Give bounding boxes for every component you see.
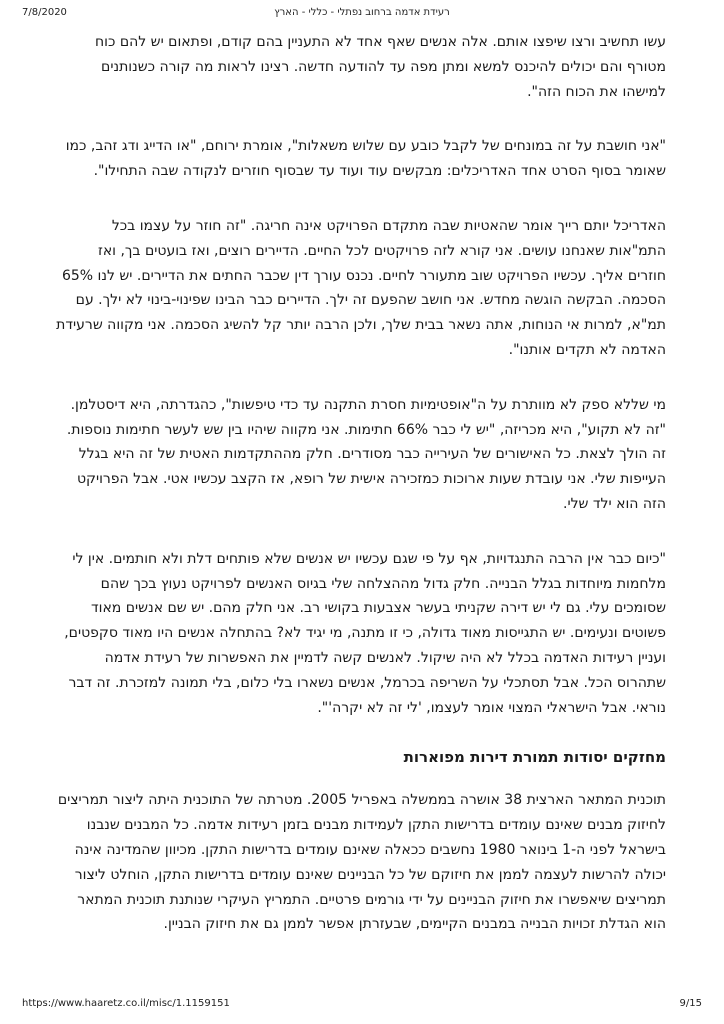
article-body <box>56 30 666 967</box>
print-footer <box>22 998 702 1014</box>
print-title: רעידת אדמה ברחוב נפתלי - כללי - הארץ <box>274 7 450 18</box>
section-heading: מחזקים יסודות תמורת דירות מפוארות <box>403 748 666 767</box>
print-date: 7/8/2020 <box>22 7 67 18</box>
page-url-link[interactable]: https://www.haaretz.co.il/misc/1.1159151 <box>22 998 230 1009</box>
article-paragraph: "כיום כבר אין הרבה התנגדויות, אף על פי שגם עכשיו יש אנשים שלא פותחים דלת ולא חותמים. אין לי מלחמות מיוחדות בגלל הבנייה. חלק גדול מההצלחה שלי בגיוס האנשים לפרויקט נעוץ בכך שהם שסומכים עלי. גם לי יש דירה שקניתי בעשר אצבעות בקושי רב. אני חלק מהם. יש שם אנשים מאוד פשוטים ונעימים. יש התגייסות מאוד גדולה, כי זו מתנה, מי יגיד לא? בהתחלה אנשים היו מאוד סקפטים, ועניין רעידות האדמה בכלל לא היה שיקול. לאנשים קשה לדמיין את האפשרות של רעידת אדמה שתהרוס הכל. אבל תסתכלי על השריפה בכרמל, אנשים נשארו בלי כלום, בלי תמונה למזכרת. זה דבר נוראי. אבל הישראלי המצוי אומר לעצמו, 'לי זה לא יקרה'". <box>64 550 666 716</box>
page-number: 9/15 <box>679 998 702 1009</box>
article-paragraph: מי שללא ספק לא מוותרת על ה"אופטימיות חסרת התקנה עד כדי טיפשות", כהגדרתה, היא דיסטלמן. "זה לא תקוע", היא מכריזה, "יש לי כבר 66% חתימות. אני מקווה שיהיו בין שש לעשר חתימות נוספות. זה הולך לצאת. כל האישורים של העירייה כבר מסודרים. חלק מההתקדמות האטית של זה היא בגלל העייפות שלי. אני עובדת שעות ארוכות כמזכירה אישית של רופא, אז הקצב עכשיו אטי. אבל הפרויקט הזה הוא ילד שלי. <box>66 396 666 512</box>
article-paragraph: האדריכל יותם רייך אומר שהאטיות שבה מתקדם הפרויקט אינה חריגה. "זה חוזר על עצמו בכל התמ"אות שאנחנו עושים. אני קורא לזה פרויקטים לכל החיים. הדיירים רוצים, ואז בועטים בך, ואז חוזרים אליך. עכשיו הפרויקט שוב מתעורר לחיים. נכנס עורך דין שכבר החתים את הדיירים. יש לנו 65% הסכמה. הבקשה הוגשה מחדש. אני חושב שהפעם זה ילך. הדיירים כבר הבינו שפינוי-בינוי לא ילך. עם תמ"א, למרות אי הנוחות, אתה נשאר בבית שלך, ולכן הרבה יותר קל להשיג הסכמה. אני מקווה שרעידת האדמה לא תקדים אותנו". <box>56 217 666 358</box>
article-paragraph: תוכנית המתאר הארצית 38 אושרה בממשלה באפריל 2005. מטרתה של התוכנית היתה ליצור תמריצים לחיזוק מבנים שאינם עומדים בדרישות התקן לעמידות מבנים בזמן רעידות אדמה. כל המבנים שנבנו בישראל לפני ה-1 בינואר 1980 נחשבים ככאלה שאינם עומדים בדרישות התקן. מכיוון שהמדינה אינה יכולה להרשות לעצמה לממן את חיזוקם של כל הבניינים שאינם עומדים בדרישות התקן, הוחלט ליצור תמריצים שיאפשרו את חיזוק הבניינים על ידי גורמים פרטיים. התמריץ העיקרי שנותנת תוכנית המתאר הוא הגדלת זכויות הבנייה במבנים הקיימים, שבעזרתן אפשר לממן גם את חיזוק הבניין. <box>57 792 666 933</box>
article-paragraph: "אני חושבת על זה במונחים של לקבל כובע עם שלוש משאלות", אומרת ירוחם, "או הדייג ודג זהב, כמו שאומר בסוף הסרט אחד האדריכלים: מבקשים עוד ועוד עד שבסוף חוזרים לנקודה שבה התחילו". <box>65 138 666 180</box>
article-paragraph: עשו תחשיב ורצו שיפצו אותם. אלה אנשים שאף אחד לא התעניין בהם קודם, ופתאום יש להם כוח מטורף והם יכולים להיכנס למשא ומתן מפה עד להודעה חדשה. רצינו לראות מה קורה כשנותנים למישהו את הכוח הזה". <box>95 34 666 100</box>
print-header <box>22 7 702 23</box>
